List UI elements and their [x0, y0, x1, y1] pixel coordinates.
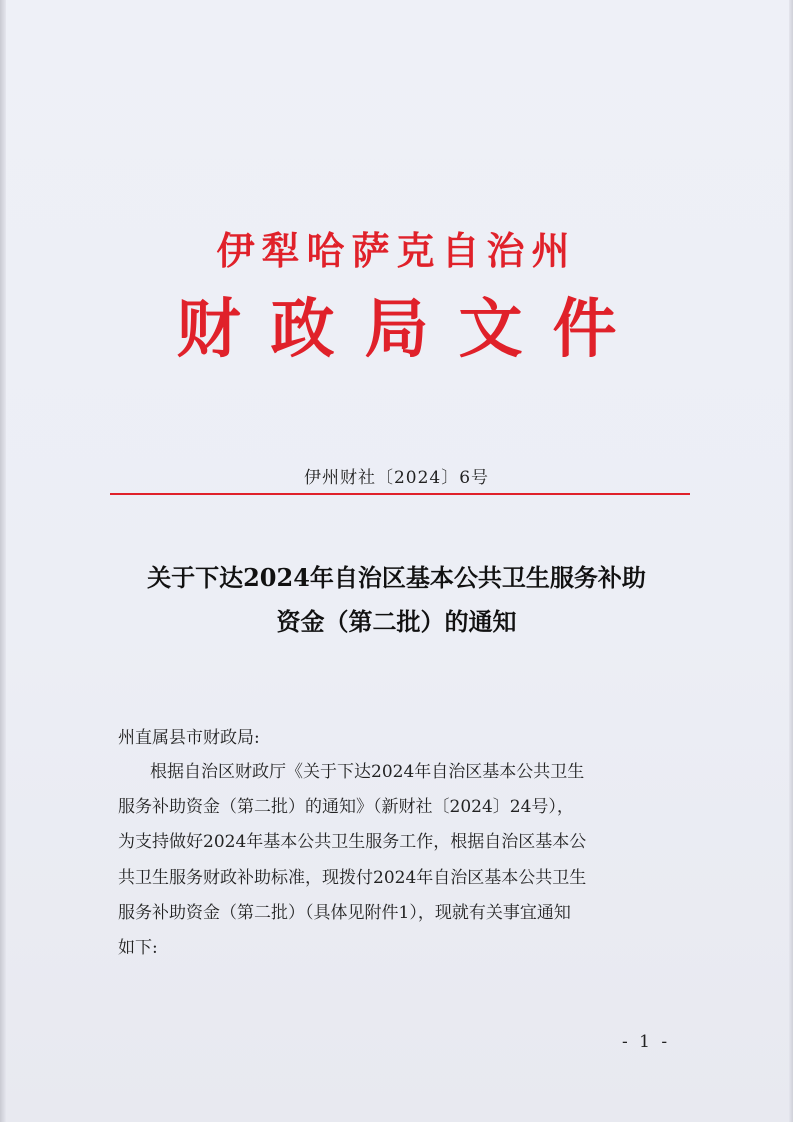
scan-edge-right	[789, 0, 793, 1122]
document-type-heading: 财政局文件	[176, 293, 647, 367]
body-line-5: 服务补助资金（第二批）（具体见附件1），现就有关事宜通知	[118, 903, 571, 923]
red-divider-line	[110, 493, 690, 495]
body-line-3: 为支持做好2024年基本公共卫生服务工作，根据自治区基本公	[118, 832, 587, 852]
notice-title	[60, 556, 733, 644]
body-line-4: 共卫生服务财政补助标准，现拨付2024年自治区基本公共卫生	[118, 868, 587, 888]
body-line-6: 如下:	[118, 938, 158, 958]
scan-edge-left	[0, 0, 6, 1122]
body-line-1: 根据自治区财政厅《关于下达2024年自治区基本公共卫生	[150, 762, 585, 782]
issuer-name: 伊犁哈萨克自治州	[216, 229, 577, 273]
document-number: 伊州财社〔2024〕6号	[303, 468, 490, 488]
page-number: - 1 -	[622, 1032, 671, 1052]
salutation: 州直属县市财政局:	[118, 728, 260, 748]
notice-title-line-1: 关于下达2024年自治区基本公共卫生服务补助	[147, 563, 646, 592]
notice-title-line-2: 资金（第二批）的通知	[276, 607, 517, 636]
body-line-2: 服务补助资金（第二批）的通知》（新财社〔2024〕24号），	[118, 797, 574, 817]
